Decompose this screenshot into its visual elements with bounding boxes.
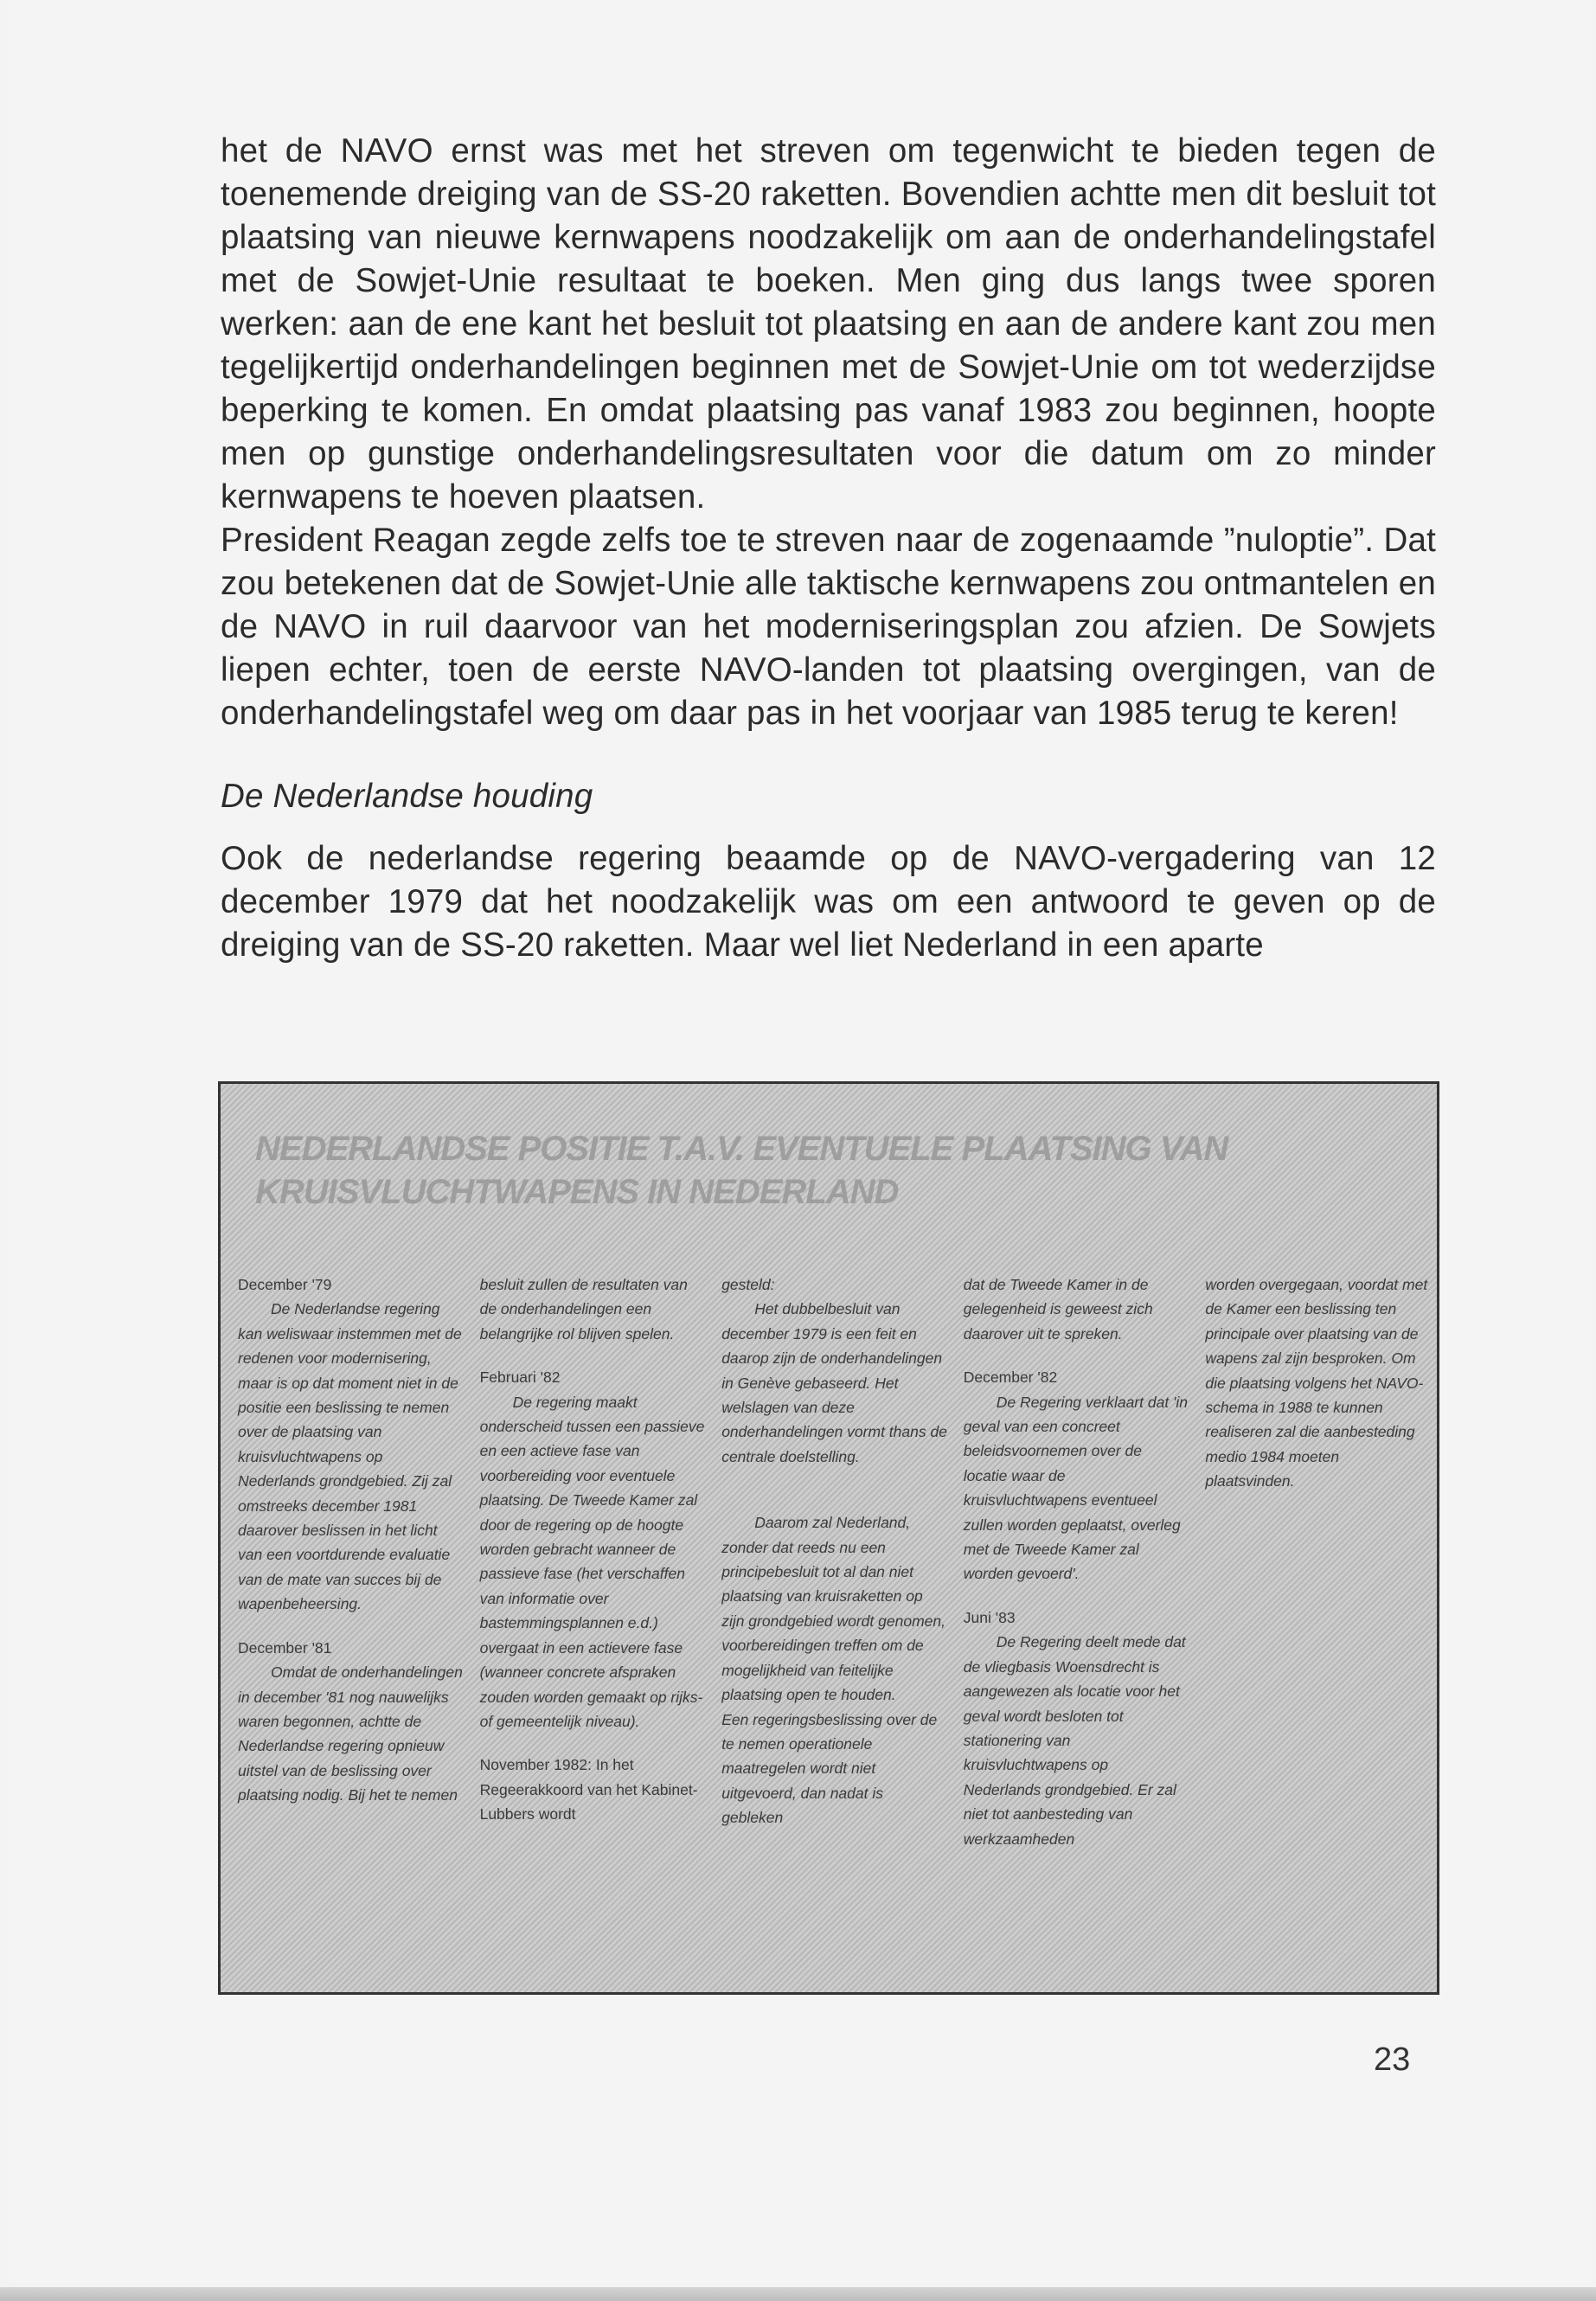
body-text <box>221 130 1436 967</box>
column-text: Een regeringsbeslissing over de te nemen operationele maatregelen wordt niet uitgevoerd, dan nadat is gebleken <box>721 1710 938 1827</box>
paragraph-1: het de NAVO ernst was met het streven om tegenwicht te bieden tegen de toenemende dreiging van de SS-20 raketten. Bovendien achtte men dit besluit tot plaatsing van nieuwe kernwapens noodzakelijk om aan de onderhandelingstafel met de Sowjet-Unie resultaat te boeken. Men ging dus langs twee sporen werken: aan de ene kant het besluit tot plaatsing en aan de andere kant zou men tegelijkertijd onderhandelingen beginnen met de Sowjet-Unie om tot wederzijdse beperking te komen. En omdat plaatsing pas vanaf 1983 zou beginnen, hoopte men op gunstige onderhandelingsresultaten voor die datum om zo minder kernwapens te hoeven plaatsen. <box>221 132 1436 516</box>
section-heading: De Nederlandse houding <box>221 778 593 815</box>
date-label: December '82 <box>963 1368 1058 1387</box>
info-column-1 <box>238 1272 465 1973</box>
info-column-4 <box>964 1272 1190 1973</box>
date-label: Juni '83 <box>963 1608 1016 1626</box>
info-box-columns <box>238 1272 1432 1973</box>
column-text: November 1982: In het Regeerakkoord van het Kabinet-Lubbers wordt <box>479 1756 698 1823</box>
column-text: De Regering verklaart dat 'in geval van een concreet beleidsvoornemen over de locatie waar de kruisvluchtwapens eventueel zullen worden geplaatst, overleg met de Tweede Kamer zal worden gevoerd'. <box>963 1393 1189 1583</box>
column-text: besluit zullen de resultaten van de onderhandelingen een belangrijke rol blijven spelen. <box>479 1276 688 1343</box>
info-column-2 <box>480 1272 707 1973</box>
column-text: De regering maakt onderscheid tussen een passieve en een actieve fase van voorbereiding voor eventuele plaatsing. De Tweede Kamer zal door de regering op de hoogte worden gebracht wanneer de passieve fase (het verschaffen van informatie over bastemmingsplannen e.d.) overgaat in een actievere fase (wanneer concrete afspraken zouden worden gemaakt op rijks- of gemeentelijk niveau). <box>479 1393 705 1730</box>
column-text: Daarom zal Nederland, zonder dat reeds nu een principebesluit tot al dan niet plaatsing van kruisraketten op zijn grondgebied wordt genomen, voorbereidingen treffen om de mogelijkheid van feitelijke plaatsing open te houden. <box>721 1514 945 1704</box>
column-text: Omdat de onderhandelingen in december '81 nog nauwelijks waren begonnen, achtte de Nederlandse regering opnieuw uitstel van de beslissing over plaatsing nodig. Bij het te nemen <box>238 1663 463 1804</box>
scan-edge <box>0 2287 1596 2301</box>
paragraph-3: Ook de nederlandse regering beaamde op de NAVO-vergadering van 12 december 1979 dat het noodzakelijk was om een antwoord te geven op de dreiging van de SS-20 raketten. Maar wel liet Nederland in een aparte <box>221 840 1436 964</box>
info-column-3 <box>721 1272 948 1973</box>
column-text: De Regering deelt mede dat de vliegbasis Woensdrecht is aangewezen als locatie voor het geval wordt besloten tot stationering van kruisvluchtwapens op Nederlands grondgebied. Er zal niet tot aanbesteding van werkzaamheden <box>963 1633 1186 1848</box>
date-label: December '81 <box>238 1638 332 1657</box>
date-label: Februari '82 <box>479 1368 561 1387</box>
column-text: worden overgegaan, voordat met de Kamer een beslissing ten principale over plaatsing van de wapens zal zijn besproken. Om die plaatsing volgens het NAVO-schema in 1988 te kunnen realiseren zal die aanbesteding medio 1984 moeten plaatsvinden. <box>1205 1276 1428 1490</box>
date-label: December '79 <box>238 1276 332 1293</box>
info-box-title: NEDERLANDSE POSITIE T.A.V. EVENTUELE PLAATSING VAN KRUISVLUCHTWAPENS IN NEDERLAND <box>255 1130 1228 1211</box>
column-text: dat de Tweede Kamer in de gelegenheid is geweest zich daarover uit te spreken. <box>963 1276 1153 1343</box>
column-text: Het dubbelbesluit van december 1979 is een feit en daarop zijn de onderhandelingen in Genève gebaseerd. Het welslagen van deze onderhandelingen vormt thans de centrale doelstelling. <box>721 1300 947 1465</box>
paragraph-2: President Reagan zegde zelfs toe te streven naar de zogenaamde ”nuloptie”. Dat zou betekenen dat de Sowjet-Unie alle taktische kernwapens zou ontmantelen en de NAVO in ruil daarvoor van het moderniseringsplan zou afzien. De Sowjets liepen echter, toen de eerste NAVO-landen tot plaatsing overgingen, van de onderhandelingstafel weg om daar pas in het voorjaar van 1985 terug te keren! <box>221 522 1436 732</box>
info-box <box>218 1081 1439 1995</box>
column-text: gesteld: <box>721 1276 775 1293</box>
column-text: De Nederlandse regering kan weliswaar instemmen met de redenen voor modernisering, maar is op dat moment niet in de positie een beslissing te nemen over de plaatsing van kruisvluchtwapens op Nederlands grondgebied. Zij zal omstreeks december 1981 daarover beslissen in het licht van een voortdurende evaluatie van de mate van succes bij de wapenbeheersing. <box>238 1300 462 1613</box>
info-column-5 <box>1205 1272 1432 1973</box>
page-number: 23 <box>1374 2041 1411 2078</box>
